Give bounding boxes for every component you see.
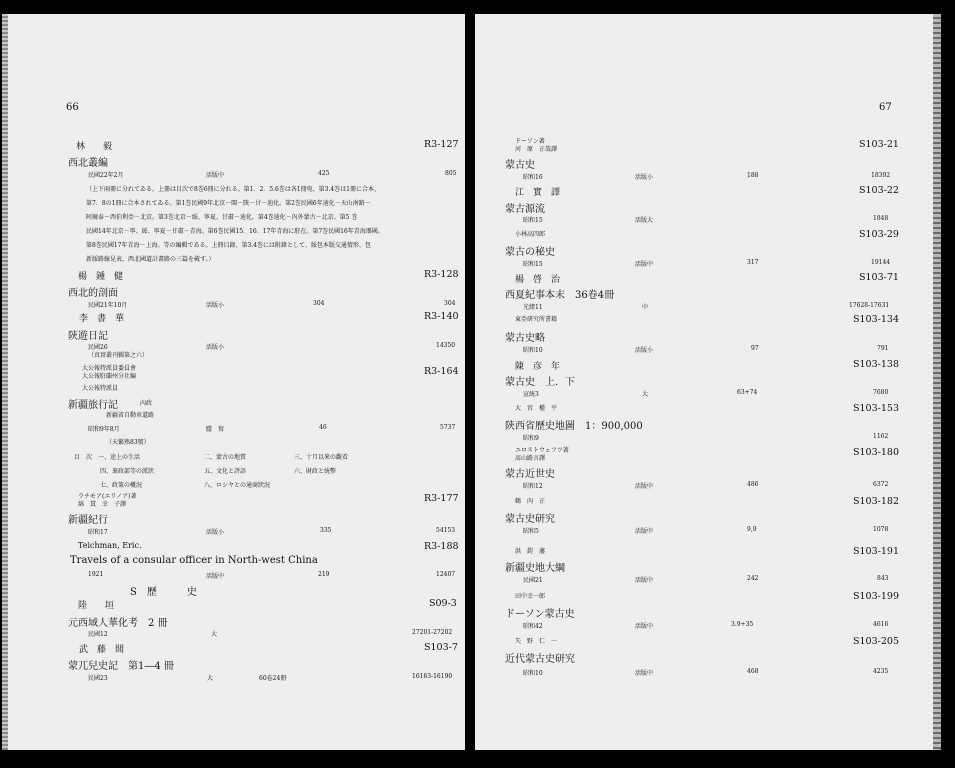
text-line: S103-22 — [859, 185, 899, 196]
text-line: 阿爾泰－西伯利亞－北京。第3巻北京－綏、寧夏、甘肅－迪化。第4巻迪化－內外蒙古－北京。第5 巻 — [86, 214, 358, 221]
text-line: 5737 — [440, 424, 456, 431]
page-edge — [933, 14, 941, 750]
text-line: 468 — [747, 668, 759, 675]
text-line: 新綏路線見表、西北國道計畫路の三篇を載す。） — [86, 256, 215, 263]
text-line: 光緒11 — [523, 304, 543, 311]
text-line: 西北的剖面 — [68, 288, 118, 299]
text-line: 鶴 內 正 — [515, 498, 546, 505]
text-line: 19144 — [871, 259, 891, 266]
text-line: 蒙古史略 — [505, 333, 545, 344]
text-line: 60卷24冊 — [259, 675, 287, 682]
text-line: 188 — [747, 172, 759, 179]
text-line: S103-134 — [853, 314, 899, 325]
text-line: 14350 — [436, 342, 456, 349]
text-line: 楊 啓 治 — [515, 275, 561, 285]
text-line: 民國21 — [523, 577, 543, 584]
text-line: 46 — [319, 424, 327, 431]
text-line: 昭和9 — [523, 435, 539, 442]
text-line: 大 — [211, 631, 218, 638]
text-line: 田中幸一郎 — [515, 593, 546, 600]
text-line: 4616 — [873, 621, 889, 628]
text-line: S103-7 — [424, 642, 458, 653]
text-line: 七、政策の概況 — [100, 482, 143, 489]
text-line: Teichman, Eric. — [78, 541, 142, 550]
text-line: 1078 — [873, 526, 889, 533]
text-line: S 歷 史 — [130, 587, 197, 598]
text-line: R3-188 — [424, 541, 459, 552]
text-line: 楊 鍾 健 — [78, 272, 124, 282]
text-line: 蒙古源流 — [505, 204, 545, 215]
text-line: 大公報特派員 — [82, 385, 119, 392]
text-line: 昭和15 — [523, 261, 543, 268]
text-line: ラチモア(エリノア)著 — [78, 493, 137, 500]
text-line: 791 — [877, 345, 889, 352]
text-line: 活版中 — [635, 483, 654, 490]
text-line: R3-140 — [424, 311, 459, 322]
text-line: 335 — [320, 527, 332, 534]
text-line: 蒙古史 — [505, 160, 535, 171]
text-line: 李 書 華 — [79, 314, 125, 324]
text-line: 西夏紀事本末 36卷4冊 — [505, 290, 615, 301]
text-line: 昭和42 — [523, 623, 543, 630]
text-line: 新疆史地大綱 — [505, 563, 565, 574]
text-line: S103-182 — [853, 496, 899, 507]
text-line: 蒙古史研究 — [505, 514, 555, 525]
text-line: 蒙兀兒史記 第1―4 冊 — [68, 661, 174, 672]
text-line: 江 實 譯 — [515, 188, 561, 198]
text-line: 民國12 — [88, 631, 108, 638]
text-line: 1848 — [873, 215, 889, 222]
text-line: Travels of a consular officer in North-west China — [70, 555, 318, 566]
text-line: 小林高四郎 — [515, 231, 546, 238]
text-line: 謄 寫 — [206, 426, 225, 433]
text-line: 昭和17 — [88, 529, 108, 536]
text-line: 四、裏政部等の派狀 — [100, 468, 155, 475]
text-line: 317 — [747, 259, 759, 266]
text-line: 陝西省歷史地圖 1：900,000 — [505, 421, 643, 432]
text-line: 綿 貫 幸 子譯 — [78, 501, 127, 508]
text-line: 活版中 — [635, 528, 654, 535]
text-line: 16163-16190 — [412, 673, 453, 680]
text-line: 活版中 — [635, 623, 654, 630]
text-line: 目 次 一、途上の生活 — [74, 454, 141, 461]
text-line: 洪 鈞 藩 — [515, 548, 546, 555]
text-line: 7680 — [873, 389, 889, 396]
text-line: S103-71 — [859, 272, 899, 283]
text-line: 民國23 — [88, 675, 108, 682]
text-line: 昭和16 — [523, 174, 543, 181]
text-line: 6372 — [873, 481, 889, 488]
text-line: 活版大 — [635, 217, 654, 224]
text-line: 西北叢編 — [68, 158, 108, 169]
text-line: 陳 彦 年 — [515, 362, 561, 372]
text-line: 陝遊日記 — [68, 331, 108, 342]
text-line: 12407 — [436, 571, 456, 578]
text-line: 486 — [747, 481, 759, 488]
text-line: 活版中 — [635, 261, 654, 268]
text-line: 17628-17631 — [849, 302, 890, 309]
text-line: 大 宮 權 平 — [515, 405, 558, 412]
text-line: 河 原 正哉譯 — [515, 146, 558, 153]
text-line: 昭和12 — [523, 483, 543, 490]
text-line: 昭和15 — [523, 217, 543, 224]
text-line: 219 — [318, 571, 330, 578]
text-line: 六、財政と統幣 — [294, 468, 337, 475]
text-line: 活版中 — [635, 577, 654, 584]
text-line: 805 — [445, 170, 457, 177]
text-line: 五、文化と評語 — [204, 468, 247, 475]
text-line: ユロストウェフツ著 — [515, 447, 569, 454]
text-line: 昭和10 — [523, 347, 543, 354]
text-line: 活版小 — [206, 529, 225, 536]
right-page — [475, 14, 941, 750]
text-line: 3.9+35 — [731, 621, 754, 628]
text-line: 第8巻民國17年青海－上海。等の編輯である。上冊目錄、第3.4巻には附錄として、綏包本版交通情形、包 — [86, 242, 371, 249]
text-line: ドーソン著 — [515, 138, 545, 145]
text-line: 民國22年2月 — [88, 172, 124, 179]
text-line: 昭和10 — [523, 670, 543, 677]
text-line: 矢 野 仁 一 — [515, 638, 558, 645]
text-line: 大公報特派員委員會 — [82, 365, 137, 372]
text-line: 活版中 — [206, 172, 225, 179]
text-line: 宣統3 — [523, 391, 539, 398]
text-line: 昭和9年8月 — [88, 426, 120, 433]
text-line: R3-164 — [424, 366, 459, 377]
text-line: 843 — [877, 575, 889, 582]
text-line: 27201-27202 — [412, 629, 453, 636]
text-line: 蒙古近世史 — [505, 469, 555, 480]
text-line: 9,9 — [747, 526, 757, 533]
text-line: 1921 — [88, 571, 104, 578]
text-line: S103-21 — [859, 139, 899, 150]
text-line: 民國26 — [88, 344, 108, 351]
text-line: 活版中 — [635, 670, 654, 677]
text-line: S103-138 — [853, 359, 899, 370]
text-line: 大 — [207, 675, 214, 682]
text-line: 活版小 — [206, 344, 225, 351]
text-line: 武 藤 間 — [79, 645, 125, 655]
text-line: （真實叢刊輯第之六） — [88, 352, 149, 359]
text-line: 4235 — [873, 668, 889, 675]
page-edge — [2, 14, 8, 750]
text-line: 活版小 — [635, 174, 654, 181]
text-line: 活版中 — [206, 573, 225, 580]
text-line: 昭和5 — [523, 528, 539, 535]
text-line: 民國21年10月 — [88, 302, 128, 309]
text-line: 新疆紀行 — [68, 515, 108, 526]
text-line: 新疆省自動車道路 — [106, 412, 155, 419]
text-line: ドーソン蒙古史 — [505, 609, 575, 620]
text-line: 近代蒙古史研究 — [505, 654, 575, 665]
text-line: （天繁熟83號） — [106, 439, 150, 446]
page-number: 67 — [879, 102, 892, 113]
text-line: 304 — [444, 300, 456, 307]
text-line: R3-177 — [424, 493, 459, 504]
text-line: S103-153 — [853, 403, 899, 414]
text-line: 1162 — [873, 433, 889, 440]
text-line: 民國14年北京－寧、綏、寧夏－甘肅－青海。第6巻民國15．16．17年青海に駐在。第7巻民國16年青海瑯國。 — [86, 228, 384, 235]
text-line: 髙山路言譯 — [515, 455, 546, 462]
text-line: 242 — [747, 575, 759, 582]
text-line: R3-127 — [424, 139, 459, 150]
text-line: 林 毅 — [76, 142, 113, 152]
text-line: 蒙古史 上．下 — [505, 377, 575, 388]
text-line: 63+74 — [737, 389, 758, 396]
text-line: 425 — [318, 170, 330, 177]
text-line: 第7．8の1冊に合本されてゐる。第1巻民國9年北京－閩－陝－甘－迪化。第2巻民國6年迪化－天山南路－ — [86, 200, 371, 207]
text-line: 內政 — [140, 400, 153, 407]
text-line: 八、ロシヤとの通商狀況 — [204, 482, 271, 489]
text-line: 二、蒙古の地質 — [204, 454, 247, 461]
left-page — [2, 14, 465, 750]
text-line: 97 — [751, 345, 759, 352]
text-line: 大 — [642, 391, 649, 398]
text-line: 54153 — [436, 527, 456, 534]
text-line: S103-29 — [859, 229, 899, 240]
text-line: S103-191 — [853, 546, 899, 557]
text-line: 304 — [313, 300, 325, 307]
text-line: 活版小 — [206, 302, 225, 309]
text-line: 元西域人華化考 2 冊 — [68, 618, 168, 629]
text-line: 東亞研究所書籍 — [515, 316, 558, 323]
text-line: 大公報駐蘭州分社編 — [82, 373, 137, 380]
text-line: R3-128 — [424, 269, 459, 280]
text-line: S103-199 — [853, 591, 899, 602]
text-line: 三、十月以來の觀看 — [294, 454, 349, 461]
text-line: 蒙古の秘史 — [505, 247, 555, 258]
text-line: 中 — [642, 304, 649, 311]
text-line: （上下兩冊に分れてゐる。上冊は目次で8巻6冊に分れる。第1．2．5.6巻は各1冊宛、第3.4巻は1冊に合本、 — [86, 186, 380, 193]
page-number: 66 — [66, 102, 79, 113]
text-line: 18392 — [871, 172, 891, 179]
text-line: S103-180 — [853, 447, 899, 458]
text-line: S09-3 — [429, 598, 457, 609]
text-line: S103-205 — [853, 636, 899, 647]
text-line: 新疆旅行記 — [68, 400, 118, 411]
text-line: 陸 垣 — [78, 601, 115, 611]
text-line: 活版小 — [635, 347, 654, 354]
